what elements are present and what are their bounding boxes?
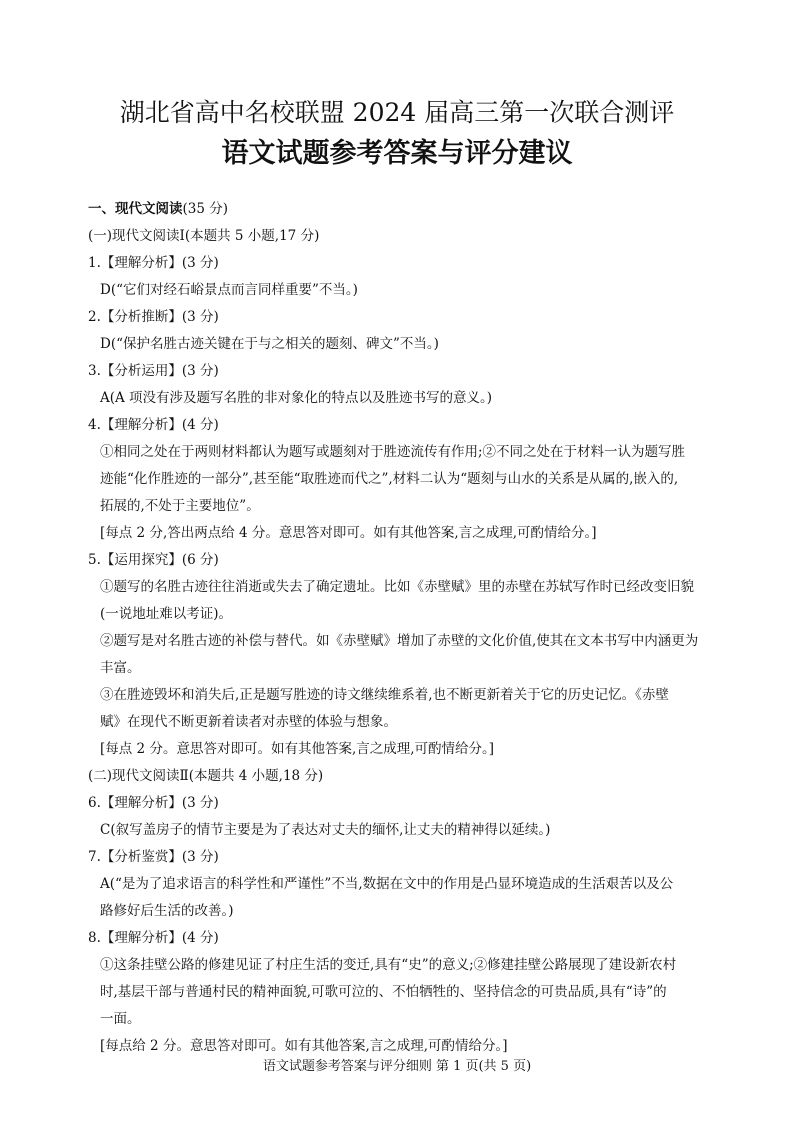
section-heading <box>88 196 710 223</box>
question-label: 2.【分析推断】(3 分) <box>88 309 219 325</box>
answer-content <box>88 196 710 1060</box>
answer-text: D(“它们对经石峪景点而言同样重要”不当。) <box>100 282 358 298</box>
scoring-note: [每点给 2 分。意思答对即可。如有其他答案,言之成理,可酌情给分。] <box>100 1038 508 1054</box>
answer-line: 拓展的,不处于主要地位”。 <box>100 498 260 514</box>
section-title: 现代文阅读 <box>115 201 183 217</box>
section-number: 一、 <box>88 201 115 217</box>
document-title: 湖北省高中名校联盟 2024 届高三第一次联合测评 <box>119 98 675 127</box>
answer-text: D(“保护名胜古迹关键在于与之相关的题刻、碑文”不当。) <box>100 336 439 352</box>
question-label: 1.【理解分析】(3 分) <box>88 255 219 271</box>
answer-line: ③在胜迹毁坏和消失后,正是题写胜迹的诗文继续维系着,也不断更新着关于它的历史记忆。《赤壁 <box>100 687 669 703</box>
answer-line: ①题写的名胜古迹往往消逝或失去了确定遗址。比如《赤壁赋》里的赤壁在苏轼写作时已经改变旧貌 <box>100 579 694 595</box>
question-label: 8.【理解分析】(4 分) <box>88 930 219 946</box>
answer-line: 迹能“化作胜迹的一部分”,甚至能“取胜迹而代之”,材料二认为“题刻与山水的关系是从属的,嵌入的, <box>100 471 679 487</box>
question-label: 7.【分析鉴赏】(3 分) <box>88 849 219 865</box>
part-heading: (二)现代文阅读Ⅱ(本题共 4 小题,18 分) <box>88 768 324 784</box>
part-heading: (一)现代文阅读Ⅰ(本题共 5 小题,17 分) <box>88 228 320 244</box>
answer-text: A(A 项没有涉及题写名胜的非对象化的特点以及胜迹书写的意义。) <box>100 390 493 406</box>
question-label: 3.【分析运用】(3 分) <box>88 363 219 379</box>
section-score: (35 分) <box>182 201 229 217</box>
answer-line: 时,基层干部与普通村民的精神面貌,可歌可泣的、不怕牺牲的、坚持信念的可贵品质,具有“诗”的 <box>100 984 667 1000</box>
scoring-note: [每点 2 分。意思答对即可。如有其他答案,言之成理,可酌情给分。] <box>100 741 495 757</box>
answer-text: C(叙写盖房子的情节主要是为了表达对丈夫的缅怀,让丈夫的精神得以延续。) <box>100 822 551 838</box>
scoring-note: [每点 2 分,答出两点给 4 分。意思答对即可。如有其他答案,言之成理,可酌情给分。] <box>100 525 597 541</box>
answer-line: ①相同之处在于两则材料都认为题写或题刻对于胜迹流传有作用;②不同之处在于材料一认为题写胜 <box>100 444 686 460</box>
document-subtitle: 语文试题参考答案与评分建议 <box>221 138 573 169</box>
answer-line: ①这条挂壁公路的修建见证了村庄生活的变迁,具有“史”的意义;②修建挂壁公路展现了建设新农村 <box>100 957 677 973</box>
answer-line: ②题写是对名胜古迹的补偿与替代。如《赤壁赋》增加了赤壁的文化价值,使其在文本书写中内涵更为 <box>100 633 699 649</box>
page-footer: 语文试题参考答案与评分细则 第 1 页(共 5 页) <box>262 1059 532 1074</box>
question-label: 4.【理解分析】(4 分) <box>88 417 219 433</box>
question-label: 5.【运用探究】(6 分) <box>88 552 219 568</box>
question-label: 6.【理解分析】(3 分) <box>88 795 219 811</box>
answer-line: (一说地址难以考证)。 <box>100 606 233 622</box>
answer-line: 一面。 <box>100 1011 141 1027</box>
answer-line: 丰富。 <box>100 660 141 676</box>
answer-line: A(“是为了追求语言的科学性和严谨性”不当,数据在文中的作用是凸显环境造成的生活艰苦以及公 <box>100 876 674 892</box>
answer-line: 路修好后生活的改善。) <box>100 903 234 919</box>
answer-line: 赋》在现代不断更新着读者对赤壁的体验与想象。 <box>100 714 397 730</box>
